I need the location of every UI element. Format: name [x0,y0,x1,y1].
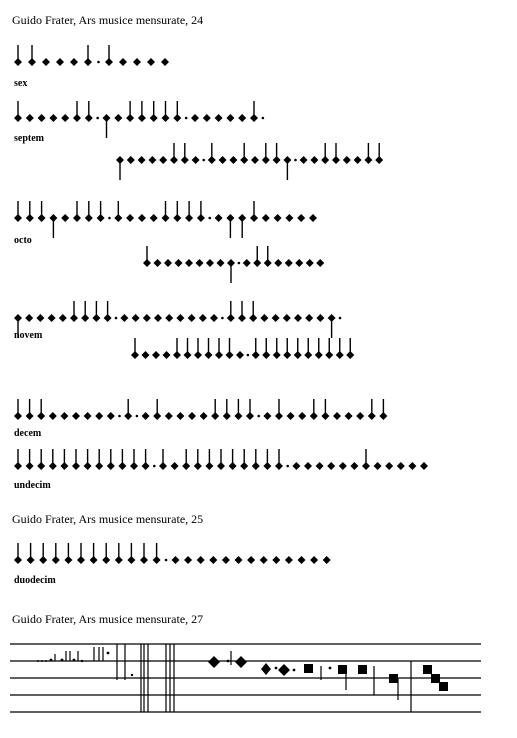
label-decem: decem [14,428,42,439]
label-duodecim: duodecim [14,575,56,586]
label-undecim: undecim [14,480,51,491]
label-octo: octo [14,235,32,246]
staff-lines [10,644,481,712]
staff-small-dots [37,652,133,677]
label-septem: septem [14,133,44,144]
section-heading-25: Guido Frater, Ars musice mensurate, 25 [12,512,204,526]
label-novem: novem [14,330,43,341]
label-sex: sex [14,78,28,89]
section-heading-24: Guido Frater, Ars musice mensurate, 24 [12,13,204,27]
section-heading-27: Guido Frater, Ars musice mensurate, 27 [12,612,204,626]
